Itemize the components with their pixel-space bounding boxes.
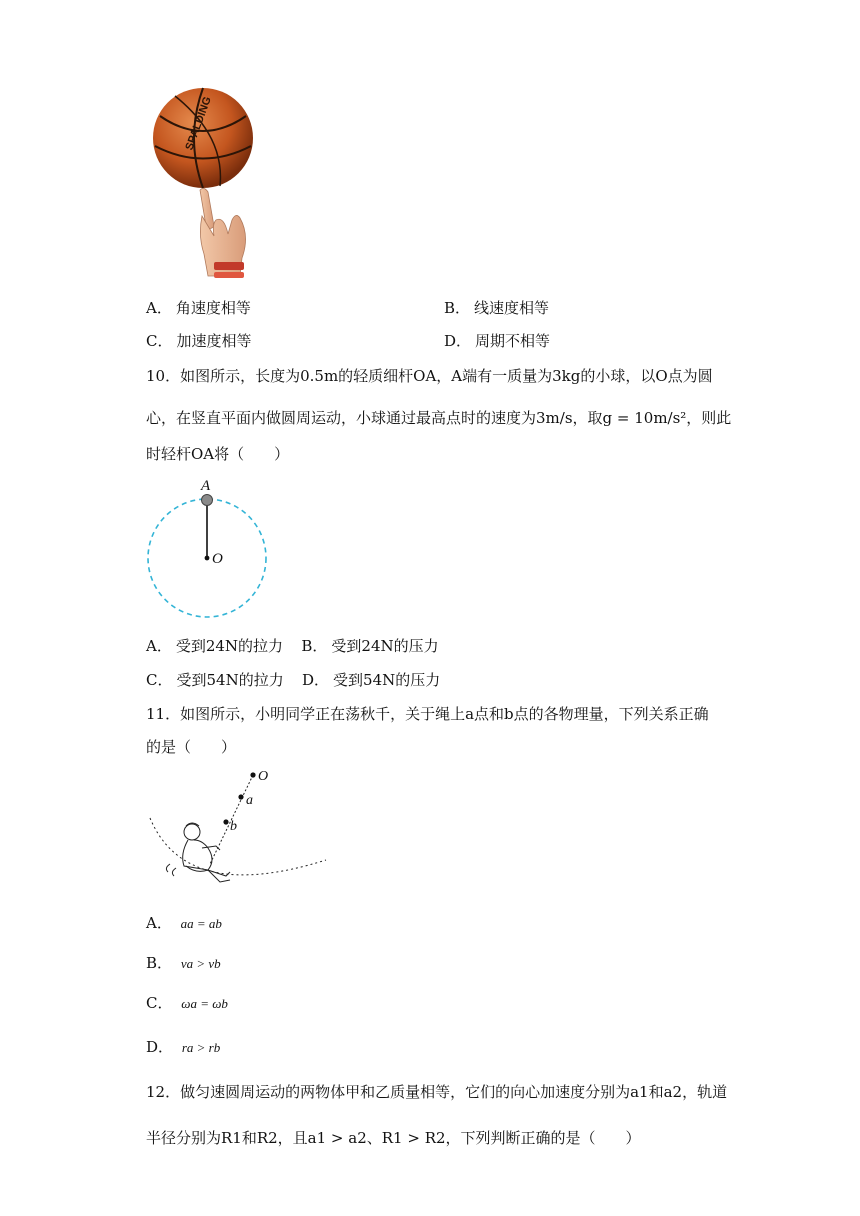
label-point-b: b <box>230 819 237 834</box>
ball-a <box>202 495 213 506</box>
label-o: O <box>212 551 223 567</box>
q10-options-row2: C． 受到54N的拉力 D． 受到54N的压力 <box>146 671 441 689</box>
q10-stem-line1: 10．如图所示，长度为0.5m的轻质细杆OA，A端有一质量为3kg的小球，以O点为圆 <box>146 367 713 385</box>
pivot-o <box>250 772 255 777</box>
q10-number: 10． <box>146 367 181 385</box>
center-point-o <box>205 556 210 561</box>
point-a <box>238 794 243 799</box>
q10-option-c-text: 受到54N的拉力 <box>176 671 284 689</box>
q12-stem-line1: 12．做匀速圆周运动的两物体甲和乙质量相等，它们的向心加速度分别为a1和a2，轨道 <box>146 1083 728 1101</box>
q10-stem-line2: 心，在竖直平面内做圆周运动，小球通过最高点时的速度为3m/s，取g = 10m/s²，则此 <box>146 409 732 427</box>
q12-number: 12． <box>146 1083 181 1101</box>
swing-svg <box>146 764 332 890</box>
q10-option-b-text: 受到24N的压力 <box>331 637 439 655</box>
q11-option-b: B． va > vb <box>146 954 221 972</box>
label-pivot-o: O <box>258 769 269 784</box>
child-on-swing <box>166 823 230 882</box>
q9-option-b-text: 线速度相等 <box>474 299 550 317</box>
q11-option-c: C． ωa = ωb <box>146 994 228 1012</box>
q11-stem-line2: 的是（ ） <box>146 738 237 756</box>
rod-circle-svg <box>144 474 274 624</box>
q12-stem-line2: 半径分别为R1和R2，且a1 > a2、R1 > R2，下列判断正确的是（ ） <box>146 1129 641 1147</box>
q11-number: 11． <box>146 705 181 723</box>
q11-option-b-text: va > vb <box>180 956 221 971</box>
basketball-figure-svg <box>150 86 260 286</box>
swing-arc <box>150 818 326 875</box>
q11-option-a: A． aa = ab <box>146 914 222 932</box>
q10-circle-figure <box>144 474 274 624</box>
q10-stem-line3: 时轻杆OA将（ ） <box>146 445 290 463</box>
q11-stem-line1: 11．如图所示，小明同学正在荡秋千，关于绳上a点和b点的各物理量，下列关系正确 <box>146 705 709 723</box>
q9-option-b: B． 线速度相等 <box>444 299 550 317</box>
q9-option-a: A． 角速度相等 <box>146 299 251 317</box>
q9-option-c: C． 加速度相等 <box>146 332 252 350</box>
q10-option-a-text: 受到24N的拉力 <box>175 637 284 655</box>
q9-option-a-text: 角速度相等 <box>175 299 251 317</box>
basketball-finger-figure <box>150 86 260 286</box>
label-a: A <box>201 478 211 494</box>
point-b <box>223 819 228 824</box>
q11-option-c-text: ωa = ωb <box>181 996 228 1011</box>
ball-brand-text: SPALDING <box>183 95 214 152</box>
q11-option-a-text: aa = ab <box>180 916 222 931</box>
q9-option-d: D． 周期不相等 <box>444 332 551 350</box>
q11-option-d: D． ra > rb <box>146 1038 221 1056</box>
q10-option-d-text: 受到54N的压力 <box>333 671 441 689</box>
label-point-a: a <box>246 793 253 808</box>
q10-options-row1: A． 受到24N的拉力 B． 受到24N的压力 <box>146 637 439 655</box>
wristband <box>214 262 244 270</box>
q11-option-d-text: ra > rb <box>181 1040 221 1055</box>
q9-option-c-text: 加速度相等 <box>176 332 252 350</box>
q9-option-d-text: 周期不相等 <box>475 332 551 350</box>
q11-swing-figure <box>146 764 332 890</box>
